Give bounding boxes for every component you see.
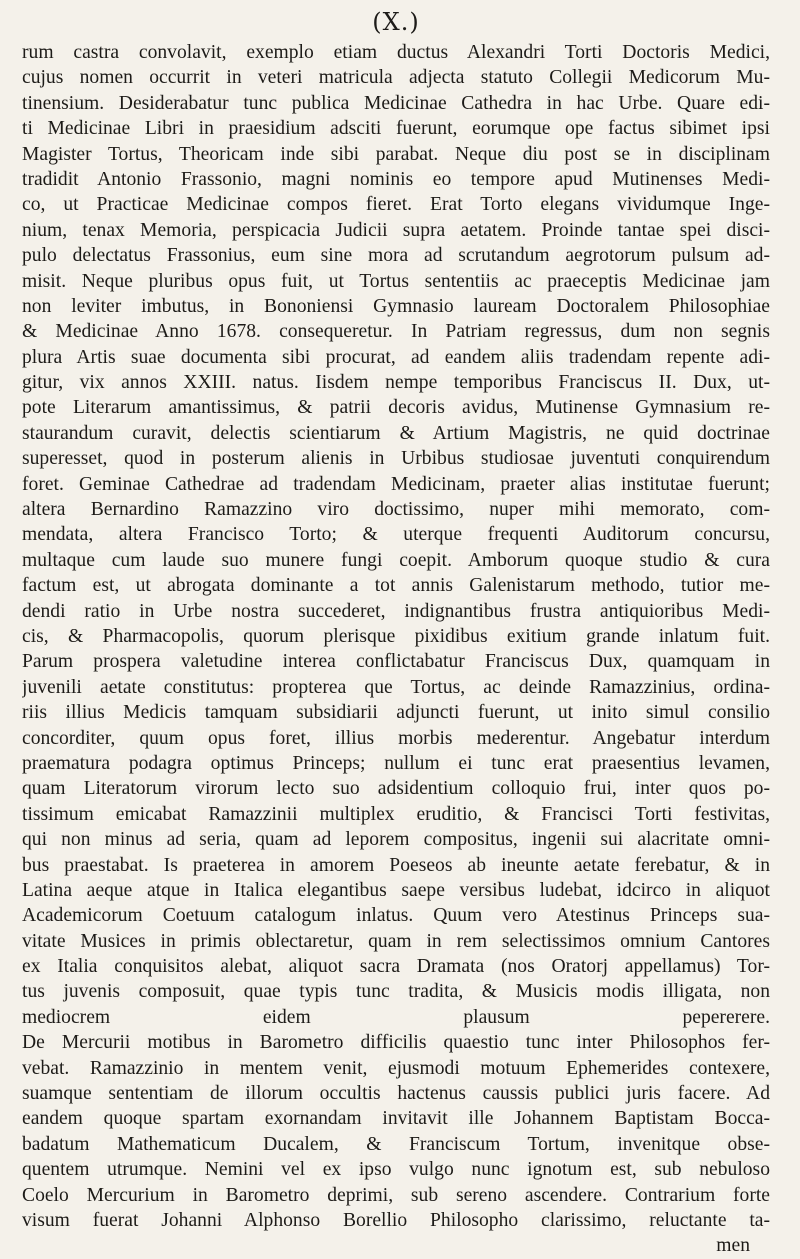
- text-line: Coelo Mercurium in Barometro deprimi, sub sereno ascendere. Contrarium forte: [22, 1184, 770, 1206]
- text-line: & Medicinae Anno 1678. consequeretur. In Patriam regressus, dum non segnis: [22, 321, 770, 343]
- text-line: qui non minus ad seria, quam ad leporem compositus, ingenii sui alacritate omni-: [22, 829, 770, 851]
- text-line: foret. Geminae Cathedrae ad tradendam Medicinam, praeter alias institutae fuerunt;: [22, 473, 770, 495]
- text-line: multaque cum laude suo munere fungi coepit. Amborum quoque studio & cura: [22, 549, 770, 571]
- text-line: nium, tenax Memoria, perspicacia Judicii supra aetatem. Proinde tantae spei disci-: [22, 219, 770, 241]
- text-line: Magister Tortus, Theoricam inde sibi parabat. Neque diu post se in disciplinam: [22, 143, 770, 165]
- text-line: suamque sententiam de illorum occultis hactenus caussis publici juris facere. Ad: [22, 1083, 770, 1105]
- text-line: bus praestabat. Is praeterea in amorem Poeseos ab ineunte aetate ferebatur, & in: [22, 854, 770, 876]
- text-line: mediocrem eidem plausum pepererere.: [22, 1006, 770, 1028]
- text-line: tissimum emicabat Ramazzinii multiplex eruditio, & Francisci Torti festivitas,: [22, 803, 770, 825]
- text-line: cujus nomen occurrit in veteri matricula adjecta statuto Collegii Medicorum Mu-: [22, 67, 770, 89]
- text-line: vebat. Ramazzinio in mentem venit, ejusmodi motuum Ephemerides contexere,: [22, 1057, 770, 1079]
- text-line: tradidit Antonio Frassonio, magni nominis eo tempore apud Mutinenses Medi-: [22, 168, 770, 190]
- text-line: gitur, vix annos XXIII. natus. Iisdem nempe temporibus Franciscus II. Dux, ut-: [22, 372, 770, 394]
- text-line: Academicorum Coetuum catalogum inlatus. Quum vero Atestinus Princeps sua-: [22, 905, 770, 927]
- text-line: juvenili aetate constitutus: propterea que Tortus, ac deinde Ramazzinius, ordina-: [22, 676, 770, 698]
- text-line: pote Literarum amantissimus, & patrii decoris avidus, Mutinense Gymnasium re-: [22, 397, 770, 419]
- text-line: staurandum curavit, delectis scientiarum & Artium Magistris, ne quid doctrinae: [22, 422, 770, 444]
- page-header: (X.): [372, 8, 420, 36]
- text-line: non leviter imbutus, in Bononiensi Gymnasio lauream Doctoralem Philosophiae: [22, 295, 770, 317]
- text-line: plura Artis suae documenta sibi procurat, ad eandem aliis tradendam repente adi-: [22, 346, 770, 368]
- text-line: pulo delectatus Frassonius, eum sine mora ad scrutandum aegrotorum pulsum ad-: [22, 245, 770, 267]
- text-line: misit. Neque pluribus opus fuit, ut Tortus sententiis ac praeceptis Medicinae jam: [22, 270, 770, 292]
- text-line: praematura podagra optimus Princeps; nullum ei tunc erat praesentius levamen,: [22, 752, 770, 774]
- text-line: Latina aeque atque in Italica elegantibus saepe versibus ludebat, idcirco in aliquot: [22, 879, 770, 901]
- text-line: mendata, altera Francisco Torto; & uterque frequenti Auditorum concursu,: [22, 524, 770, 546]
- text-line: co, ut Practicae Medicinae compos fieret. Erat Torto elegans vividumque Inge-: [22, 194, 770, 216]
- text-line: concorditer, quum opus foret, illius morbis mederentur. Angebatur interdum: [22, 727, 770, 749]
- text-line: quentem utrumque. Nemini vel ex ipso vulgo nunc ignotum est, sub nebuloso: [22, 1159, 770, 1181]
- text-line: quam Literatorum virorum lecto suo adsidentium colloquio frui, inter quos po-: [22, 778, 770, 800]
- text-line: cis, & Pharmacopolis, quorum plerisque pixidibus exitium grande inlatum fuit.: [22, 625, 770, 647]
- text-line: rum castra convolavit, exemplo etiam ductus Alexandri Torti Doctoris Medici,: [22, 42, 770, 63]
- text-line: tinensium. Desiderabatur tunc publica Medicinae Cathedra in hac Urbe. Quare edi-: [22, 92, 770, 114]
- text-line: ti Medicinae Libri in praesidium adsciti fuerunt, eorumque ope factus sibimet ipsi: [22, 118, 770, 140]
- text-line: dendi ratio in Urbe nostra succederet, indignantibus frustra antiquioribus Medi-: [22, 600, 770, 622]
- body-text: [22, 40, 770, 1259]
- text-line: riis illius Medicis tamquam subsidiarii adjuncti fuerunt, ut inito simul consilio: [22, 702, 770, 724]
- text-line: superesset, quod in posterum alienis in Urbibus studiosae juventuti conquirendum: [22, 448, 770, 470]
- text-line: eandem quoque spartam exornandam invitavit ille Johannem Baptistam Bocca-: [22, 1108, 770, 1130]
- text-line: altera Bernardino Ramazzino viro doctissimo, nuper mihi memorato, com-: [22, 499, 770, 521]
- text-line: vitate Musices in primis oblectaretur, quam in rem selectissimos omnium Cantores: [22, 930, 770, 952]
- text-line: tus juvenis composuit, quae typis tunc tradita, & Musicis modis illigata, non: [22, 981, 770, 1003]
- text-line: De Mercurii motibus in Barometro difficilis quaestio tunc inter Philosophos fer-: [22, 1032, 770, 1054]
- text-line: men: [716, 1235, 750, 1257]
- text-line: ex Italia conquisitos alebat, aliquot sacra Dramata (nos Oratorj appellamus) Tor-: [22, 956, 770, 978]
- text-line: Parum prospera valetudine interea conflictabatur Franciscus Dux, quamquam in: [22, 651, 770, 673]
- text-line: badatum Mathematicum Ducalem, & Franciscum Tortum, invenitque obse-: [22, 1133, 770, 1155]
- text-line: visum fuerat Johanni Alphonso Borellio Philosopho clarissimo, reluctante ta-: [22, 1209, 770, 1231]
- text-line: factum est, ut abrogata dominante a tot annis Galenistarum methodo, tutior me-: [22, 575, 770, 597]
